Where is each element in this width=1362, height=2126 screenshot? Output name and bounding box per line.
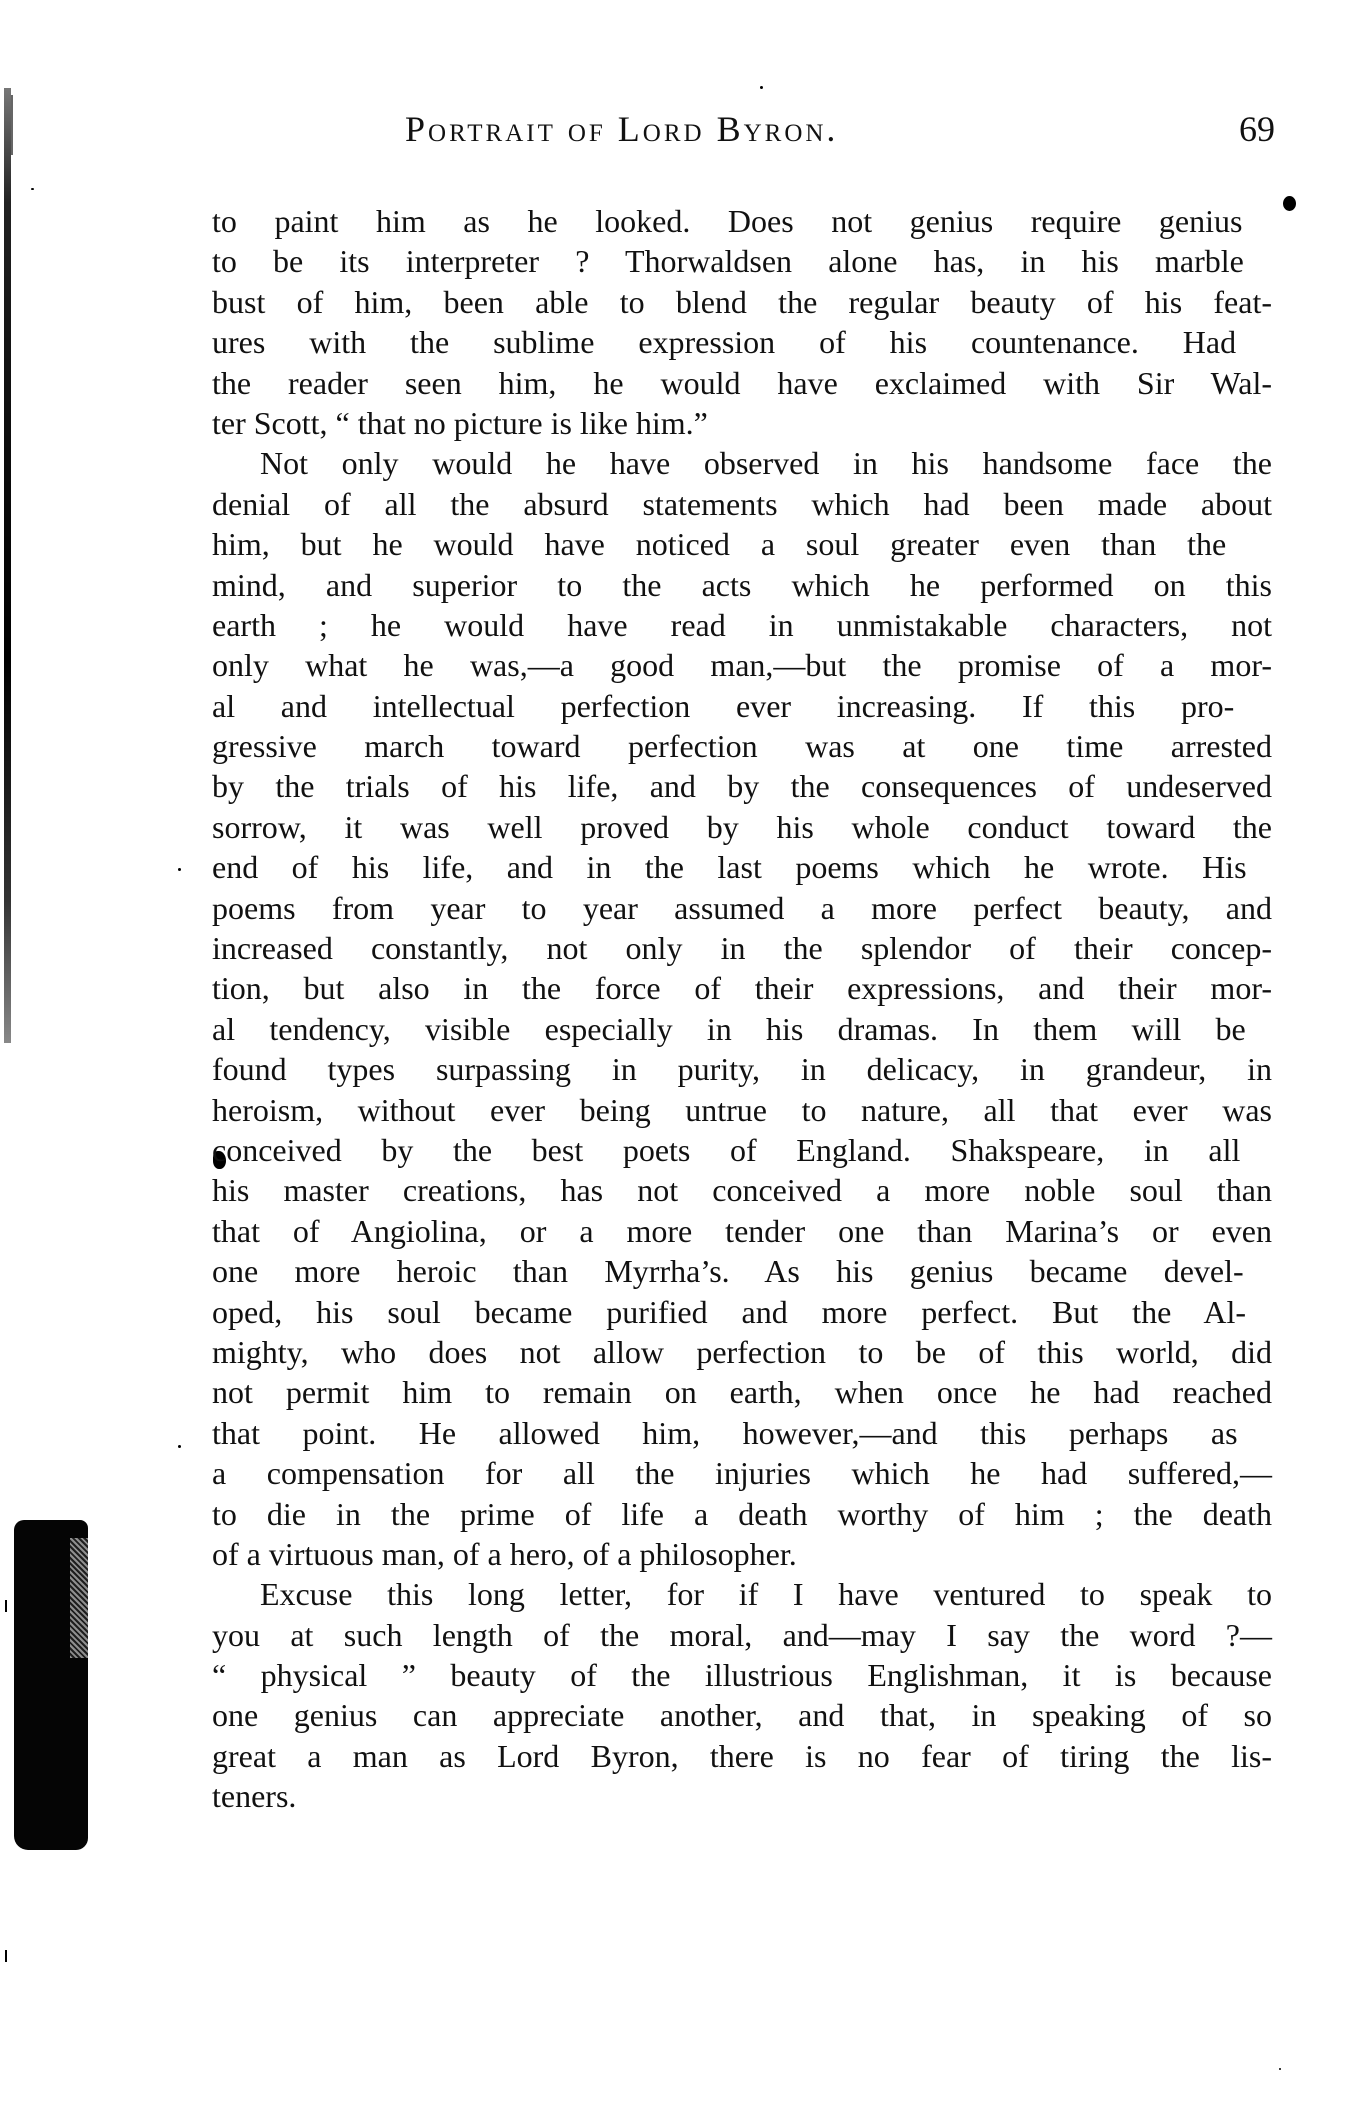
body-text <box>212 201 1272 1817</box>
text-line: tion, but also in the force of their expressions, and their mor- <box>212 970 1272 1007</box>
scan-speck <box>31 188 34 190</box>
text-line: ter Scott, “ that no picture is like him.” <box>212 404 708 441</box>
text-line: increased constantly, not only in the splendor of their concep- <box>212 930 1272 967</box>
text-line: heroism, without ever being untrue to nature, all that ever was <box>212 1091 1272 1128</box>
page-number: 69 <box>1239 109 1275 149</box>
text-line: gressive march toward perfection was at one time arrested <box>212 728 1272 765</box>
text-line: not permit him to remain on earth, when once he had reached <box>212 1374 1272 1411</box>
text-line: denial of all the absurd statements which had been made about <box>212 485 1272 522</box>
scan-speck <box>1279 2068 1281 2070</box>
text-line: al tendency, visible especially in his dramas. In them will be <box>212 1010 1246 1047</box>
scan-speck <box>760 86 763 89</box>
text-line: of a virtuous man, of a hero, of a philosopher. <box>212 1535 797 1572</box>
text-line: mind, and superior to the acts which he performed on this <box>212 566 1272 603</box>
text-line: one more heroic than Myrrha’s. As his genius became devel- <box>212 1253 1244 1290</box>
text-line: found types surpassing in purity, in delicacy, in grandeur, in <box>212 1051 1272 1088</box>
text-line: “ physical ” beauty of the illustrious Englishman, it is because <box>212 1657 1272 1694</box>
scan-binding-edge <box>4 88 11 1043</box>
text-line: you at such length of the moral, and—may I say the word ?— <box>212 1616 1272 1653</box>
text-line: him, but he would have noticed a soul greater even than the <box>212 526 1227 563</box>
text-line: a compensation for all the injuries which he had suffered,— <box>212 1455 1272 1492</box>
paragraph <box>212 201 1272 443</box>
text-line: to paint him as he looked. Does not genius require genius <box>212 203 1243 239</box>
text-line: poems from year to year assumed a more perfect beauty, and <box>212 889 1272 926</box>
running-title: Portrait of Lord Byron. <box>405 109 839 149</box>
text-line: to die in the prime of life a death worthy of him ; the death <box>212 1495 1272 1532</box>
text-line: earth ; he would have read in unmistakable characters, not <box>212 606 1272 643</box>
text-line: great a man as Lord Byron, there is no fear of tiring the lis- <box>212 1737 1272 1774</box>
text-line: ures with the sublime expression of his countenance. Had <box>212 324 1237 361</box>
scan-binding-edge-mark <box>11 95 13 155</box>
scan-ink-smudge-halo <box>70 1538 88 1658</box>
paragraph <box>212 1574 1272 1816</box>
text-line: that of Angiolina, or a more tender one than Marina’s or even <box>212 1212 1272 1249</box>
running-head <box>405 104 1275 154</box>
text-line: teners. <box>212 1778 297 1815</box>
scan-margin-mark <box>5 1600 7 1612</box>
scan-margin-mark <box>5 1950 7 1962</box>
text-line: al and intellectual perfection ever increasing. If this pro- <box>212 687 1235 724</box>
text-line: sorrow, it was well proved by his whole conduct toward the <box>212 808 1272 845</box>
text-line: bust of him, been able to blend the regular beauty of his feat- <box>212 283 1272 320</box>
text-line: oped, his soul became purified and more perfect. But the Al- <box>212 1293 1247 1330</box>
margin-bullet-mark <box>1283 196 1296 211</box>
text-line: that point. He allowed him, however,—and this perhaps as <box>212 1414 1238 1451</box>
text-line: his master creations, has not conceived a more noble soul than <box>212 1172 1272 1209</box>
text-line: end of his life, and in the last poems which he wrote. His <box>212 849 1247 886</box>
scan-speck <box>178 868 181 871</box>
text-line: conceived by the best poets of England. Shakspeare, in all <box>212 1131 1241 1168</box>
text-line: one genius can appreciate another, and that, in speaking of so <box>212 1697 1272 1734</box>
text-line: the reader seen him, he would have exclaimed with Sir Wal- <box>212 364 1272 401</box>
text-line: Not only would he have observed in his handsome face the <box>260 445 1272 482</box>
text-line: mighty, who does not allow perfection to be of this world, did <box>212 1333 1272 1370</box>
text-line: by the trials of his life, and by the consequences of undeserved <box>212 768 1272 805</box>
text-line: only what he was,—a good man,—but the promise of a mor- <box>212 647 1272 684</box>
text-line: Excuse this long letter, for if I have ventured to speak to <box>260 1576 1272 1613</box>
text-line: to be its interpreter ? Thorwaldsen alone has, in his marble <box>212 243 1244 280</box>
paragraph <box>212 443 1272 1574</box>
scan-speck <box>178 1445 181 1448</box>
